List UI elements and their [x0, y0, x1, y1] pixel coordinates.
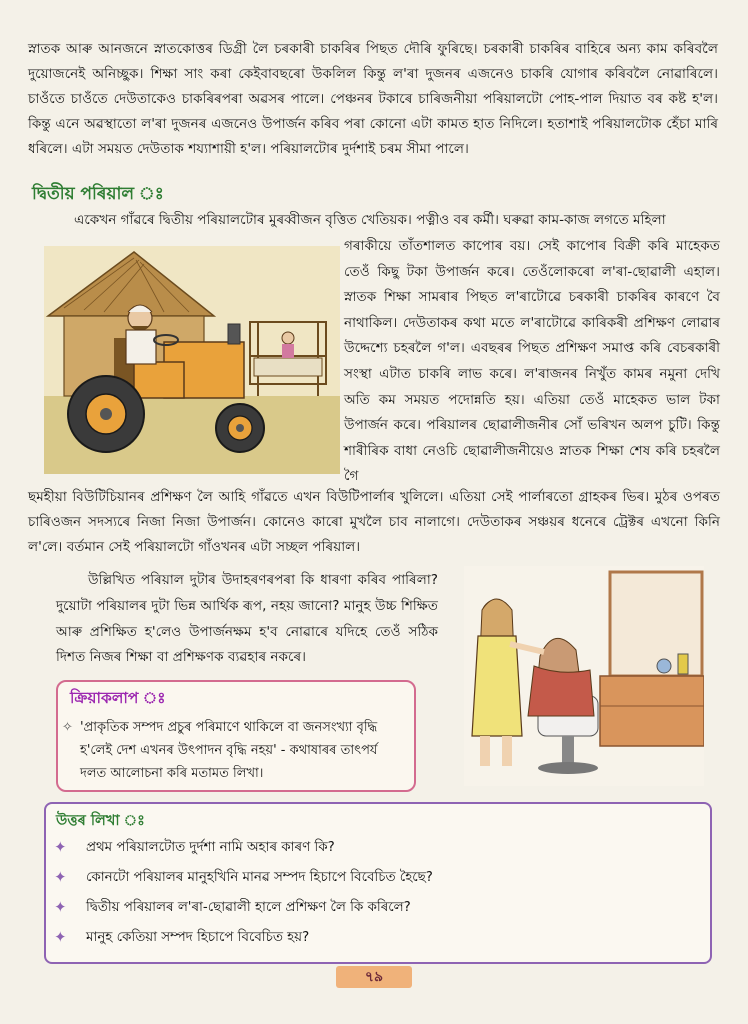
paragraph-reflection: উল্লিখিত পৰিয়াল দুটাৰ উদাহৰণৰপৰা কি ধাৰণা কৰিব পাৰিলা? দুয়োটা পৰিয়ালৰ দুটা ভিন্ন আৰ্থিক ৰূপ, নহয় জানো? মানুহ উচ্চ শিক্ষিত আৰু প্ৰশিক্ষিত হ'লেও উপাৰ্জনক্ষম হ'ব নোৱাৰে যদিহে তেওঁ সঠিক দিশত নিজৰ শিক্ষা বা প্ৰশিক্ষণক ব্যৱহাৰ নকৰে। [56, 572, 438, 666]
question-text: মানুহ কেতিয়া সম্পদ হিচাপে বিবেচিত হয়? [86, 930, 310, 945]
activity-title: ক্ৰিয়াকলাপ ঃ [70, 689, 166, 707]
answer-title: উত্তৰ লিখা ঃ [56, 813, 145, 829]
question-text: দ্বিতীয় পৰিয়ালৰ ল'ৰা-ছোৱালী হালে প্ৰশিক্ষণ লৈ কি কৰিলে? [86, 900, 411, 915]
activity-item [62, 716, 402, 785]
paragraph-first-family: স্নাতক আৰু আনজনে স্নাতকোত্তৰ ডিগ্ৰী লৈ চৰকাৰী চাকৰিৰ পিছত দৌৰি ফুৰিছে। চৰকাৰী চাকৰিৰ বাহিৰে অন্য কাম কৰিবলৈ দুয়োজনেই অনিচ্ছুক। শিক্ষা সাং কৰা কেইবাবছৰো উকলিল কিন্তু ল'ৰা দুজনৰ এজনেও চাকৰি যোগাৰ কৰিবলৈ নোৱাৰিলে। চাওঁতে চাওঁতে দেউতাকেও চাকৰিৰপৰা অৱসৰ পালে। পেঞ্চনৰ টকাৰে চাৰিজনীয়া পৰিয়ালটো পোহ-পাল দিয়াত বৰ কষ্ট হ'ল। কিন্তু এনে অৱস্থাতো ল'ৰা দুজনৰ এজনেও উপাৰ্জন কৰিব পৰা কোনো এটা কামত হাত নিদিলে। হতাশাই পৰিয়ালটোক হেঁচা মাৰি ধৰিলে। এটা সময়ত দেউতাক শয্যাশায়ী হ'ল। পৰিয়ালটোৰ দুৰ্দশাই চৰম সীমা পালে। [28, 41, 718, 157]
question-text: কোনটো পৰিয়ালৰ মানুহখিনি মানৱ সম্পদ হিচাপে বিবেচিত হৈছে? [86, 870, 433, 885]
star-bullet-icon: ✦ [54, 898, 67, 916]
star-bullet-icon: ✦ [54, 838, 67, 856]
star-bullet-icon: ✦ [54, 868, 67, 886]
star-bullet-icon: ✦ [54, 928, 67, 946]
question-item [54, 868, 433, 888]
question-item [54, 898, 411, 918]
answer-questions-box [44, 802, 712, 964]
paragraph-second-family-intro: একেখন গাঁৱৰে দ্বিতীয় পৰিয়ালটোৰ মুৰব্বীজন বৃত্তিত খেতিয়ক। পত্নীও বৰ কৰ্মী। ঘৰুৱা কাম-কাজ লগতে মহিলা [74, 212, 666, 228]
activity-text: 'প্ৰাকৃতিক সম্পদ প্ৰচুৰ পৰিমাণে থাকিলে বা জনসংখ্যা বৃদ্ধি হ'লেই দেশ এখনৰ উৎপাদন বৃদ্ধি নহয়' - কথাষাৰৰ তাৎপৰ্য দলত আলোচনা কৰি মতামত লিখা। [80, 720, 378, 781]
beautician-salon-illustration [464, 566, 704, 786]
section-title-second-family: দ্বিতীয় পৰিয়াল ঃ [32, 184, 164, 204]
question-item [54, 838, 335, 858]
paragraph-second-family-body: গৰাকীয়ে তাঁতশালত কাপোৰ বয়। সেই কাপোৰ বিক্ৰী কৰি মাহেকত তেওঁ কিছু টকা উপাৰ্জন কৰে। তেওঁলোকৰো ল'ৰা-ছোৱালী এহাল। স্নাতক শিক্ষা সামৰাৰ পিছত ল'ৰাটোৱে চৰকাৰী চাকৰিৰ কাৰণে বৈ নাথাকিল। দেউতাকৰ কথা মতে ল'ৰাটোৱে কাৰিকৰী প্ৰশিক্ষণ লোৱাৰ উদ্দেশ্যে চহৰলৈ গ'ল। এবছৰৰ পিছত প্ৰশিক্ষণ সমাপ্ত কৰি বেচৰকাৰী সংস্থা এটাত চাকৰি লাভ কৰে। ল'ৰাজনৰ নিখুঁত কামৰ নমুনা দেখি অতি কম সময়ত পদোন্নতি হয়। এতিয়া তেওঁ মাহেকত ভাল টকা উপাৰ্জন কৰে। পৰিয়ালৰ ছোৱালীজনীৰ সোঁ ভৰিখন অলপ চুটি। কিন্তু শাৰীৰিক বাধা নেওচি ছোৱালীজনীয়েও স্নাতক শিক্ষা শেষ কৰি চহৰলৈ গৈ [344, 238, 720, 485]
question-text: প্ৰথম পৰিয়ালটোত দুৰ্দশা নামি অহাৰ কাৰণ কি? [86, 840, 335, 855]
page-number: ৭৯ [336, 966, 412, 988]
paragraph-second-family-end: ছমহীয়া বিউটিচিয়ানৰ প্ৰশিক্ষণ লৈ আহি গাঁৱতে এখন বিউটিপাৰ্লাৰ খুলিলে। এতিয়া সেই পাৰ্লাৰতো গ্ৰাহকৰ ভিৰ। মুঠৰ ওপৰত চাৰিওজন সদস্যৰে নিজা নিজা উপাৰ্জন। কোনেও কাৰো মুখলৈ চাব নালাগে। দেউতাকৰ সঞ্চয়ৰ ধনেৰে ট্ৰেক্টৰ এখনো কিনি ল'লে। বৰ্তমান সেই পৰিয়ালটো গাঁওখনৰ এটা সচ্ছল পৰিয়াল। [28, 489, 720, 555]
question-item [54, 928, 310, 948]
farmer-tractor-illustration [44, 246, 340, 474]
sparkle-bullet-icon: ✧ [62, 720, 73, 735]
activity-box [56, 680, 416, 792]
